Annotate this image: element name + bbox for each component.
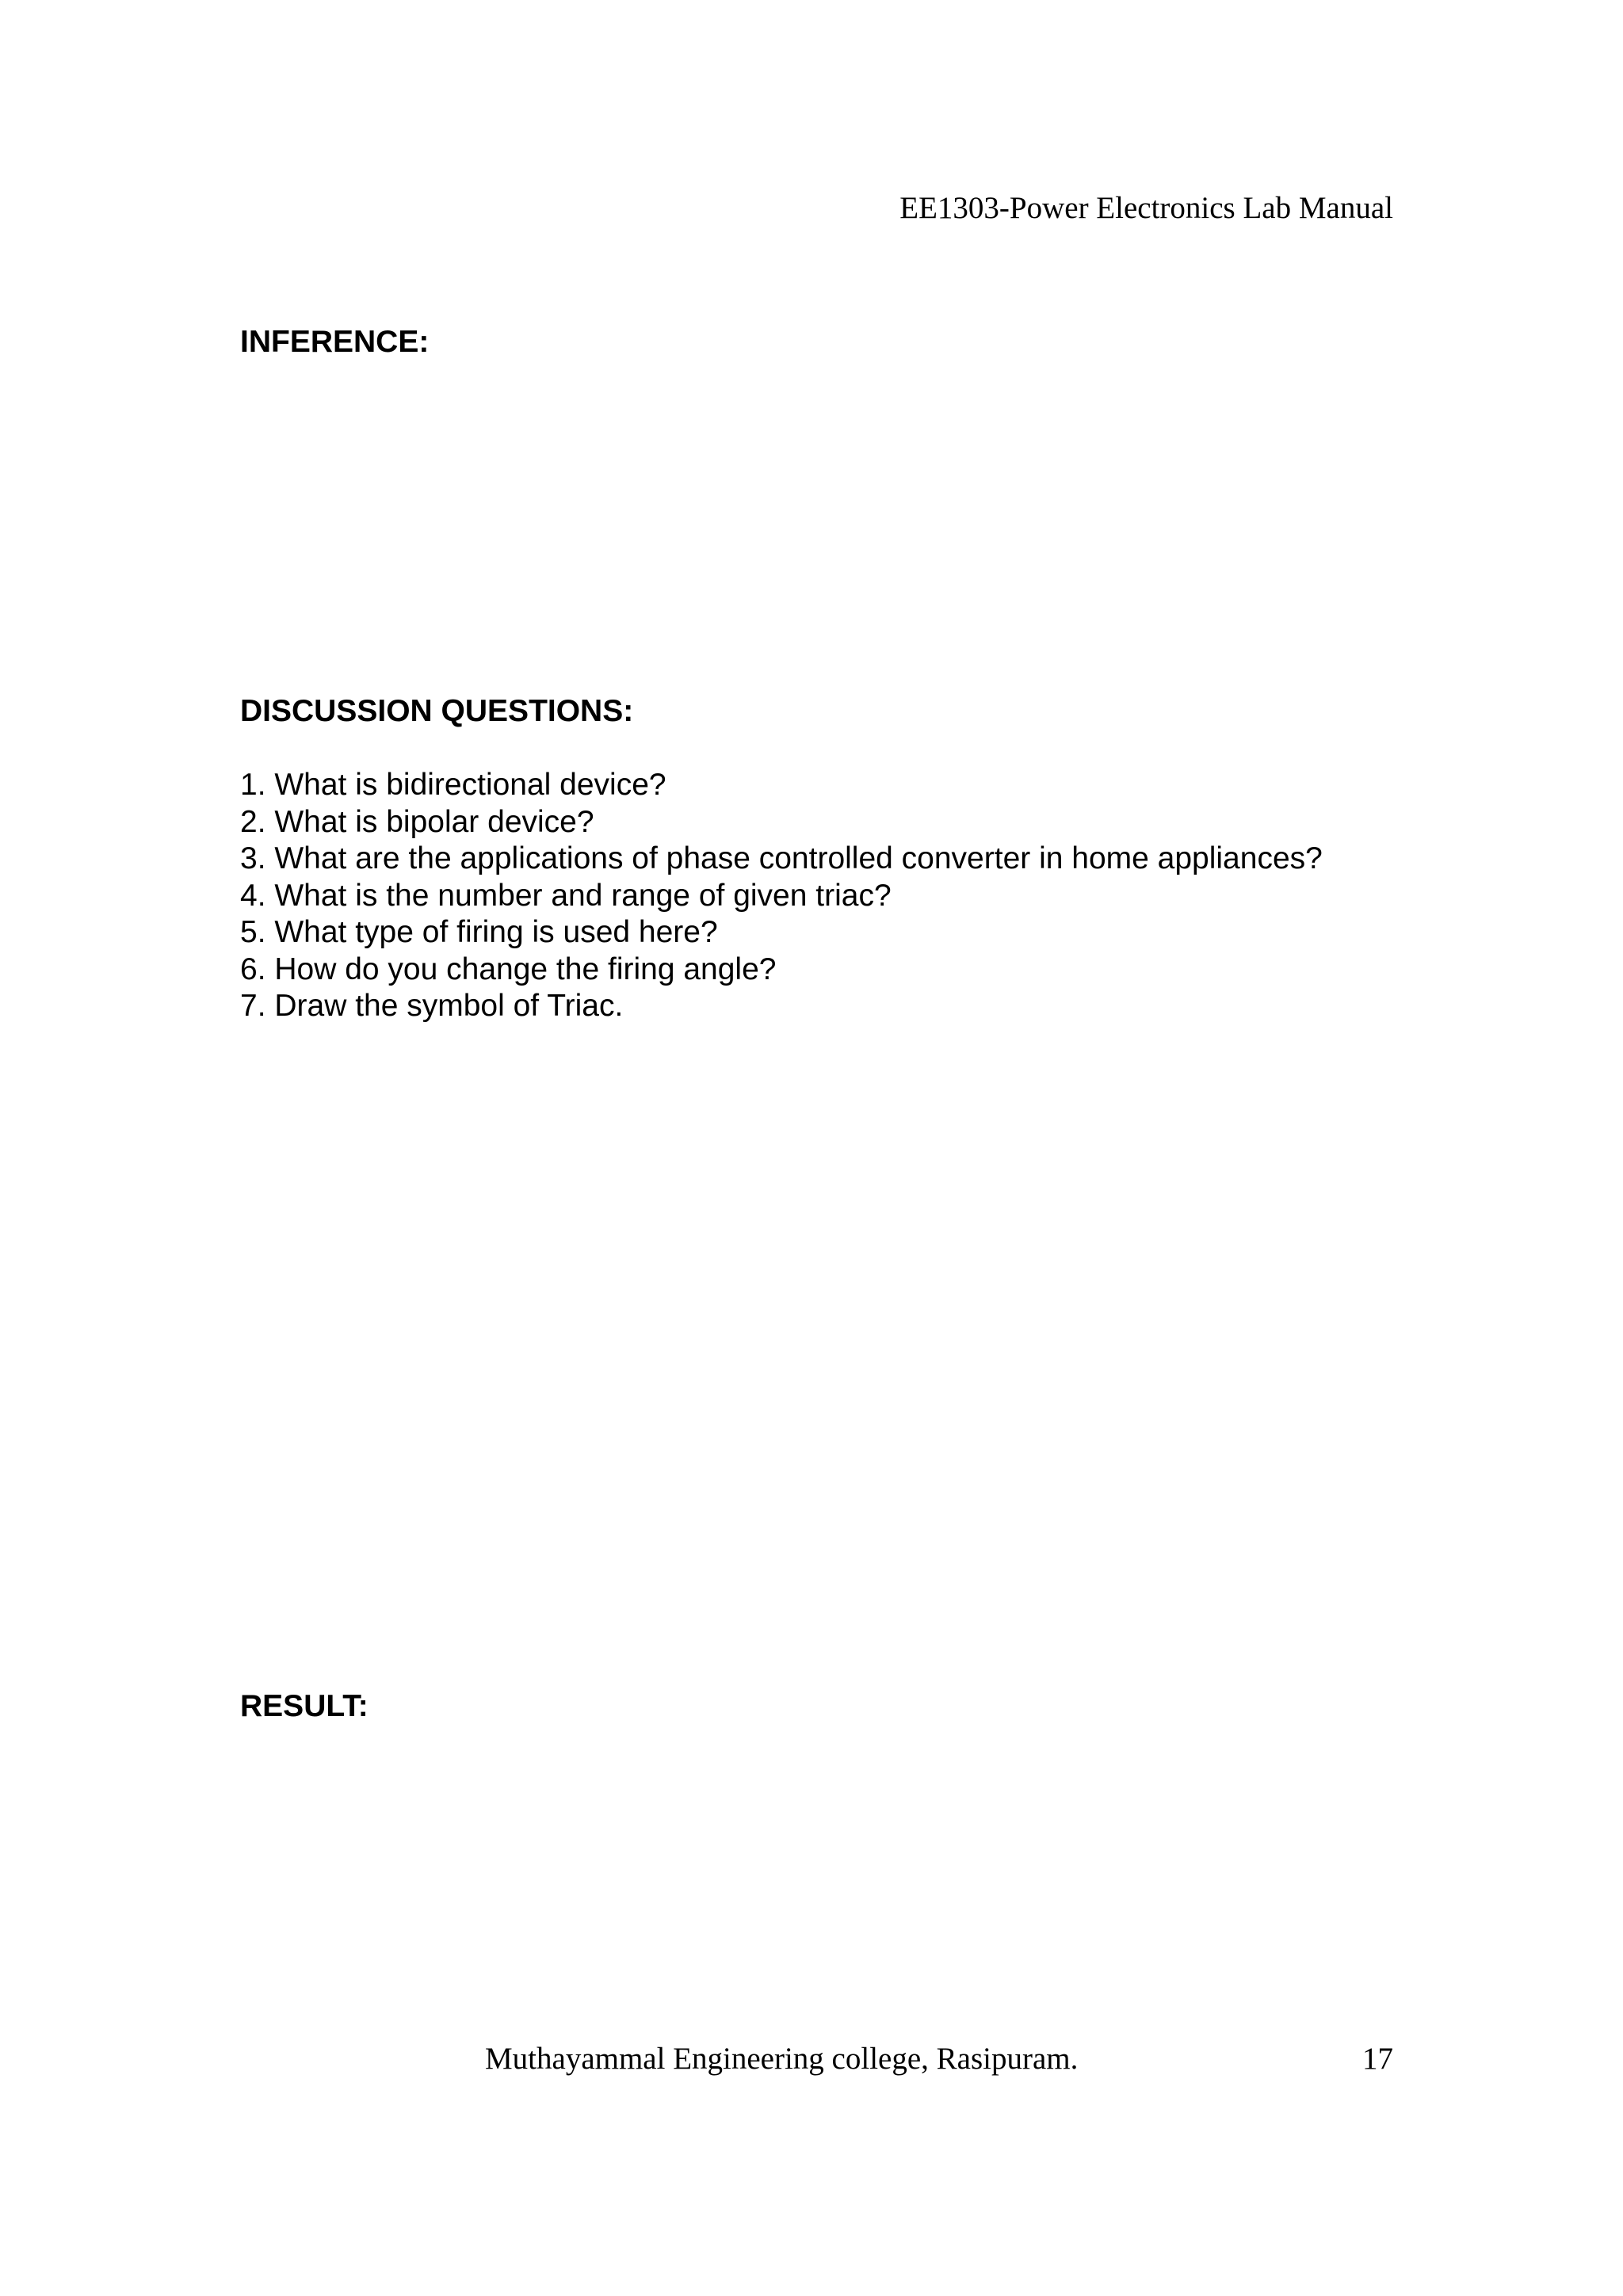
- discussion-question-list: [240, 767, 1323, 1025]
- discussion-questions-heading: DISCUSSION QUESTIONS:: [240, 694, 634, 728]
- question-item: 1. What is bidirectional device?: [240, 768, 666, 802]
- page-number: 17: [1362, 2042, 1393, 2076]
- question-item: 3. What are the applications of phase controlled converter in home appliances?: [240, 841, 1323, 875]
- question-item: 6. How do you change the firing angle?: [240, 952, 777, 986]
- question-item: 2. What is bipolar device?: [240, 804, 594, 839]
- footer-college-name: Muthayammal Engineering college, Rasipuram.: [485, 2042, 1079, 2076]
- result-heading: RESULT:: [240, 1689, 369, 1723]
- question-item: 4. What is the number and range of given triac?: [240, 878, 892, 913]
- question-item: 5. What type of firing is used here?: [240, 915, 718, 949]
- question-item: 7. Draw the symbol of Triac.: [240, 989, 624, 1023]
- inference-heading: INFERENCE:: [240, 325, 430, 359]
- running-header: EE1303-Power Electronics Lab Manual: [899, 191, 1393, 225]
